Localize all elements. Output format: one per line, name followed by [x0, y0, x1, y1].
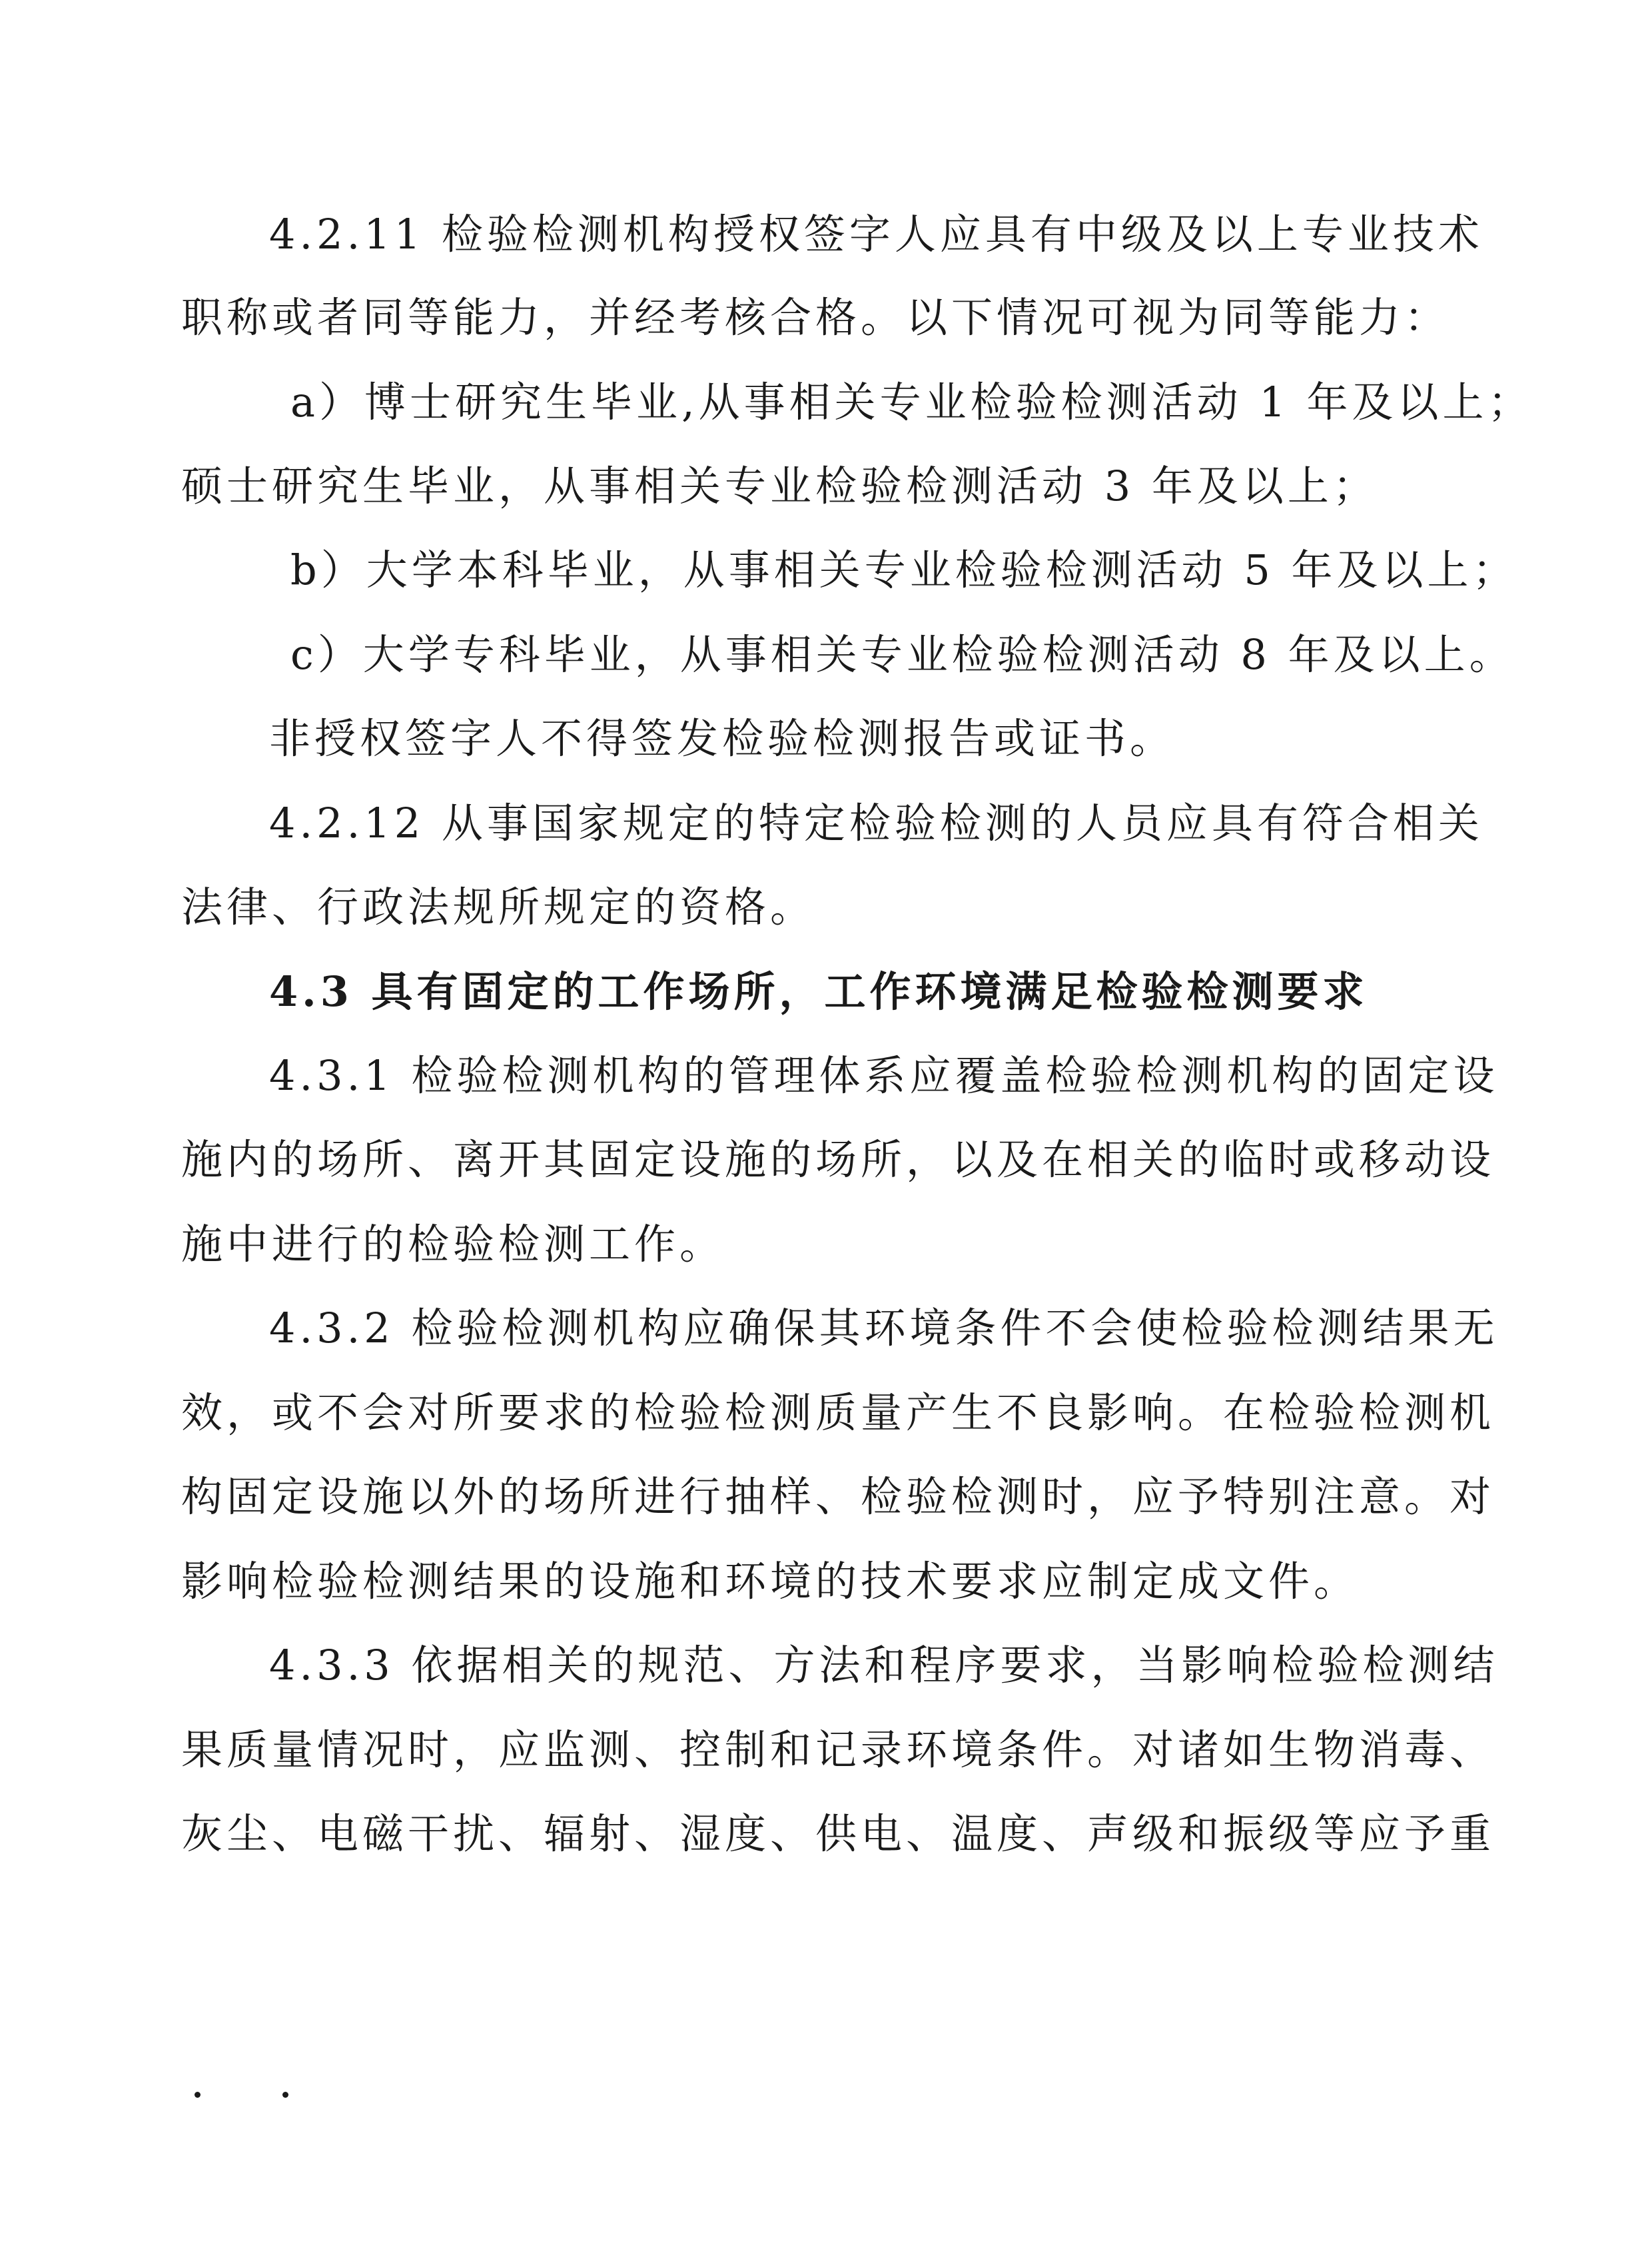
text-line: 构固定设施以外的场所进行抽样、检验检测时，应予特别注意。对	[181, 1472, 1495, 1521]
text-line: 施内的场所、离开其固定设施的场所，以及在相关的临时或移动设	[181, 1135, 1495, 1184]
text-line: 硕士研究生毕业，从事相关专业检验检测活动 3 年及以上；	[181, 462, 1378, 510]
footer-dot	[195, 2092, 201, 2098]
text-line: 职称或者同等能力，并经考核合格。以下情况可视为同等能力：	[181, 293, 1450, 342]
text-line: 法律、行政法规所规定的资格。	[181, 883, 816, 931]
text-line-item-c: c）大学专科毕业，从事相关专业检验检测活动 8 年及以上。	[290, 630, 1515, 679]
text-line-4-3-3: 4.3.3 依据相关的规范、方法和程序要求，当影响检验检测结	[269, 1641, 1499, 1689]
text-line: 施中进行的检验检测工作。	[181, 1220, 725, 1268]
text-line: 影响检验检测结果的设施和环境的技术要求应制定成文件。	[181, 1557, 1360, 1605]
text-line-4-3-1: 4.3.1 检验检测机构的管理体系应覆盖检验检测机构的固定设	[269, 1051, 1499, 1100]
text-line: 非授权签字人不得签发检验检测报告或证书。	[269, 714, 1176, 763]
text-line: 效，或不会对所要求的检验检测质量产生不良影响。在检验检测机	[181, 1388, 1495, 1437]
text-line: 果质量情况时，应监测、控制和记录环境条件。对诸如生物消毒、	[181, 1725, 1495, 1774]
text-line-item-b: b）大学本科毕业，从事相关专业检验检测活动 5 年及以上；	[290, 546, 1518, 594]
text-line-item-a: a）博士研究生毕业,从事相关专业检验检测活动 1 年及以上；	[290, 378, 1533, 426]
section-heading-4-3: 4.3 具有固定的工作场所，工作环境满足检验检测要求	[269, 967, 1368, 1016]
text-line-4-2-12: 4.2.12 从事国家规定的特定检验检测的人员应具有符合相关	[269, 799, 1483, 847]
text-line: 灰尘、电磁干扰、辐射、湿度、供电、温度、声级和振级等应予重	[181, 1809, 1495, 1858]
footer-dot	[282, 2092, 288, 2098]
text-line-4-3-2: 4.3.2 检验检测机构应确保其环境条件不会使检验检测结果无	[269, 1304, 1499, 1352]
text-line-4-2-11: 4.2.11 检验检测机构授权签字人应具有中级及以上专业技术	[269, 210, 1483, 258]
